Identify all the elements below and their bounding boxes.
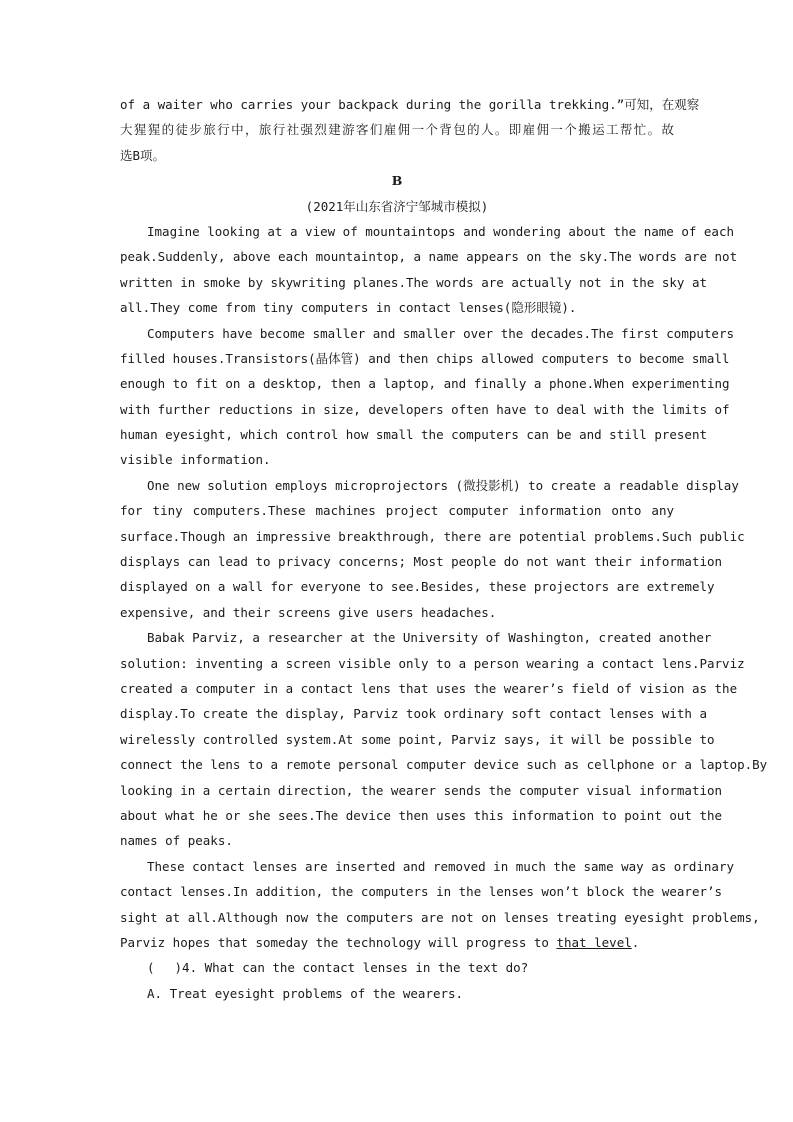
intro-explanation [120,92,700,168]
paragraph-3 [120,473,745,625]
question-4 [120,955,674,980]
text-line: filled houses.Transistors(晶体管) and then chips allowed computers to become small [120,350,730,366]
text-line: surface.Though an impressive breakthrough, there are potential problems.Such public [120,528,745,544]
text-line: looking in a certain direction, the wearer sends the computer visual information [120,782,723,798]
question-text: )4. What can the contact lenses in the text do? [174,960,529,976]
text-line: names of peaks. [120,833,233,849]
text-line: These contact lenses are inserted and removed in much the same way as ordinary [147,858,734,874]
text-line: One new solution employs microprojectors (微投影机) to create a readable display [147,477,739,493]
text-line: contact lenses.In addition, the computers in the lenses won’t block the wearer’s [120,884,723,900]
paragraph-2 [120,321,734,473]
text-line: 选B项。 [120,147,166,163]
text-line: Babak Parviz, a researcher at the University of Washington, created another [147,630,712,646]
paragraph-1 [120,219,738,321]
text-line: solution: inventing a screen visible only to a person wearing a contact lens.Parviz [120,655,745,671]
text-line: displayed on a wall for everyone to see.Besides, these projectors are extremely [120,579,715,595]
text-line: wirelessly controlled system.At some point, Parviz says, it will be possible to [120,731,715,747]
text-line: display.To create the display, Parviz took ordinary soft contact lenses with a [120,706,707,722]
text-line: enough to fit on a desktop, then a laptop, and finally a phone.When experimenting [120,376,730,392]
section-label: B [391,173,403,189]
text-line: expensive, and their screens give users headaches. [120,604,497,620]
text-line: with further reductions in size, developers often have to deal with the limits of [120,401,730,417]
text-line: sight at all.Although now the computers are not on lenses treating eyesight problems, [120,909,760,925]
section-source: (2021年山东省济宁邹城市模拟) [305,198,489,214]
text-line: Computers have become smaller and smaller over the decades.The first computers [147,325,734,341]
text-line: all.They come from tiny computers in contact lenses(隐形眼镜). [120,300,577,316]
text-line: created a computer in a contact lens that uses the wearer’s field of vision as the [120,680,738,696]
paragraph-5 [120,854,760,956]
text-line: human eyesight, which control how small the computers can be and still present [120,427,707,443]
text-line: displays can lead to privacy concerns; Most people do not want their information [120,554,723,570]
text-line: connect the lens to a remote personal computer device such as cellphone or a laptop.By [120,757,768,773]
document-page [120,92,768,1006]
text-line: written in smoke by skywriting planes.The words are actually not in the sky at [120,274,707,290]
text-line: visible information. [120,452,271,468]
option-a: A. Treat eyesight problems of the wearers. [147,985,464,1001]
text-span: . [631,934,640,950]
text-span: Parviz hopes that someday the technology will progress to [120,934,557,950]
text-line: for tiny computers.These machines project computer information onto any [120,503,674,519]
text-line: about what he or she sees.The device then uses this information to point out the [120,807,723,823]
paragraph-4 [120,625,768,854]
text-line [120,930,674,955]
answer-paren-open: ( [147,960,155,976]
underlined-phrase: that level [556,934,632,950]
text-line: of a waiter who carries your backpack during the gorilla trekking.”可知，在观察 [120,97,700,112]
text-line: peak.Suddenly, above each mountaintop, a name appears on the sky.The words are not [120,249,738,265]
text-line: Imagine looking at a view of mountaintops and wondering about the name of each [147,223,734,239]
text-line: 大猩猩的徒步旅行中，旅行社强烈建游客们雇佣一个背包的人。即雇佣一个搬运工帮忙。故 [120,122,674,138]
